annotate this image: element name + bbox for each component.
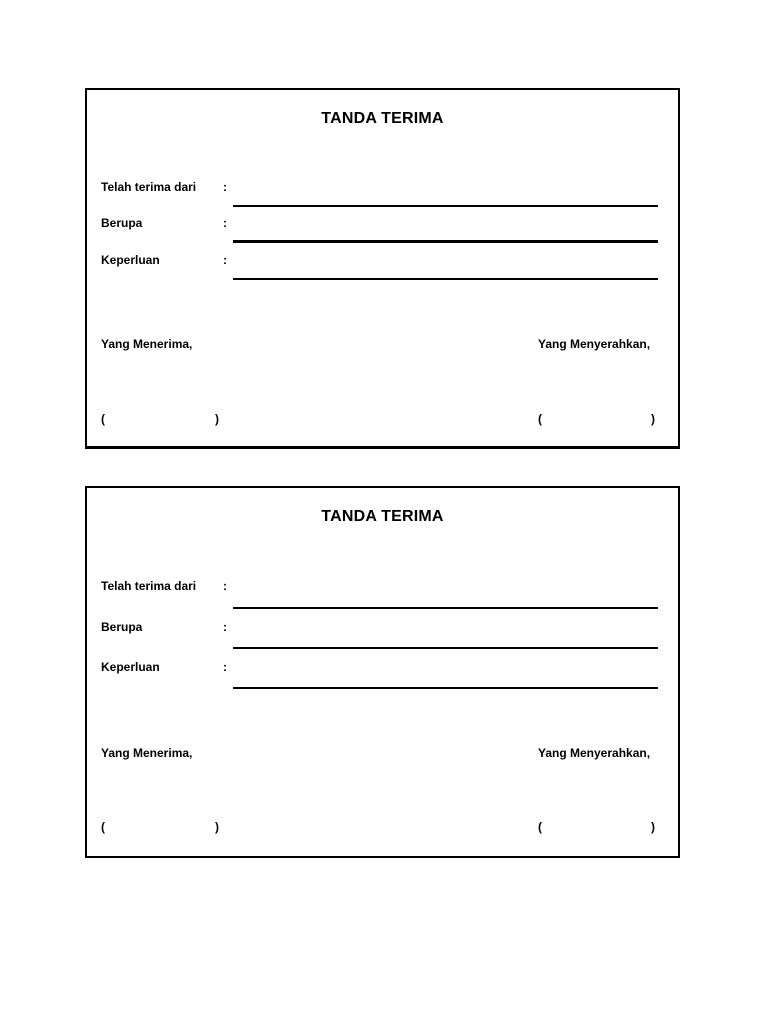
field-line-item[interactable]: [233, 647, 658, 649]
field-line-item[interactable]: [233, 240, 658, 243]
field-colon: :: [223, 180, 227, 194]
field-label-item: Berupa: [101, 620, 143, 634]
receipt-form: [85, 486, 680, 858]
receiver-signature-open-paren: (: [101, 412, 105, 426]
giver-label: Yang Menyerahkan,: [538, 746, 651, 760]
field-colon: :: [223, 660, 227, 674]
receiver-label: Yang Menerima,: [101, 746, 193, 760]
receiver-label: Yang Menerima,: [101, 337, 193, 351]
field-label-purpose: Keperluan: [101, 253, 160, 267]
field-label-purpose: Keperluan: [101, 660, 160, 674]
receiver-signature-open-paren: (: [101, 820, 105, 834]
field-colon: :: [223, 620, 227, 634]
giver-label: Yang Menyerahkan,: [538, 337, 651, 351]
field-label-received-from: Telah terima dari: [101, 180, 197, 194]
field-label-received-from: Telah terima dari: [101, 579, 197, 593]
field-line-received-from[interactable]: [233, 205, 658, 207]
giver-signature-open-paren: (: [538, 820, 542, 834]
giver-signature-open-paren: (: [538, 412, 542, 426]
receipt-form: [85, 88, 680, 449]
field-label-item: Berupa: [101, 216, 143, 230]
receiver-signature-close-paren: ): [215, 412, 219, 426]
field-colon: :: [223, 216, 227, 230]
field-line-purpose[interactable]: [233, 687, 658, 689]
receipt-title: TANDA TERIMA: [321, 508, 444, 525]
field-line-received-from[interactable]: [233, 607, 658, 609]
field-line-purpose[interactable]: [233, 278, 658, 280]
receipt-title: TANDA TERIMA: [321, 110, 444, 127]
field-colon: :: [223, 253, 227, 267]
giver-signature-close-paren: ): [651, 412, 655, 426]
giver-signature-close-paren: ): [651, 820, 655, 834]
field-colon: :: [223, 579, 227, 593]
receiver-signature-close-paren: ): [215, 820, 219, 834]
